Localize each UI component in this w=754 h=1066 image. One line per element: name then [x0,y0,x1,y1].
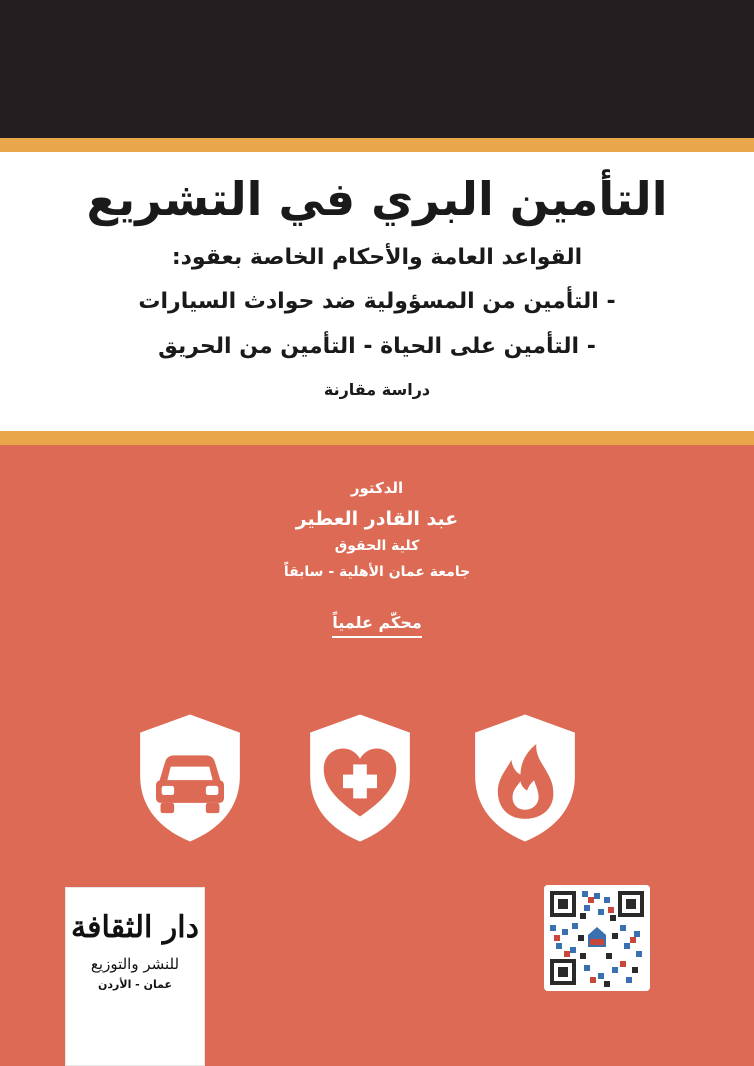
publisher-name: دار الثقافة [71,910,199,945]
car-shield-icon [133,710,247,846]
author-faculty: كلية الحقوق [334,538,420,554]
topic-line-2: - التأمين على الحياة - التأمين من الحريق [158,334,596,359]
top-orange-stripe [0,138,754,152]
bottom-orange-stripe [0,431,754,445]
fire-shield-icon [468,710,582,846]
publisher-subtitle: للنشر والتوزيع [90,955,180,973]
title-panel [0,152,754,431]
study-type: دراسة مقارنة [323,380,431,399]
qr-code [544,885,650,991]
author-name: عبد القادر العطير [295,508,459,530]
peer-reviewed-label: محكّم علمياً [332,612,422,638]
publisher-city: عمان - الأردن [98,978,172,991]
heart-plus-shield-icon [303,710,417,846]
author-title: الدكتور [350,479,404,497]
author-block [0,478,754,638]
topic-line-1: - التأمين من المسؤولية ضد حوادث السيارات [138,289,616,314]
top-dark-band [0,0,754,138]
author-university: جامعة عمان الأهلية - سابقاً [283,564,471,580]
book-title: التأمين البري في التشريع [86,172,668,226]
publisher-logo [65,887,205,1066]
book-subtitle: القواعد العامة والأحكام الخاصة بعقود: [171,245,583,270]
